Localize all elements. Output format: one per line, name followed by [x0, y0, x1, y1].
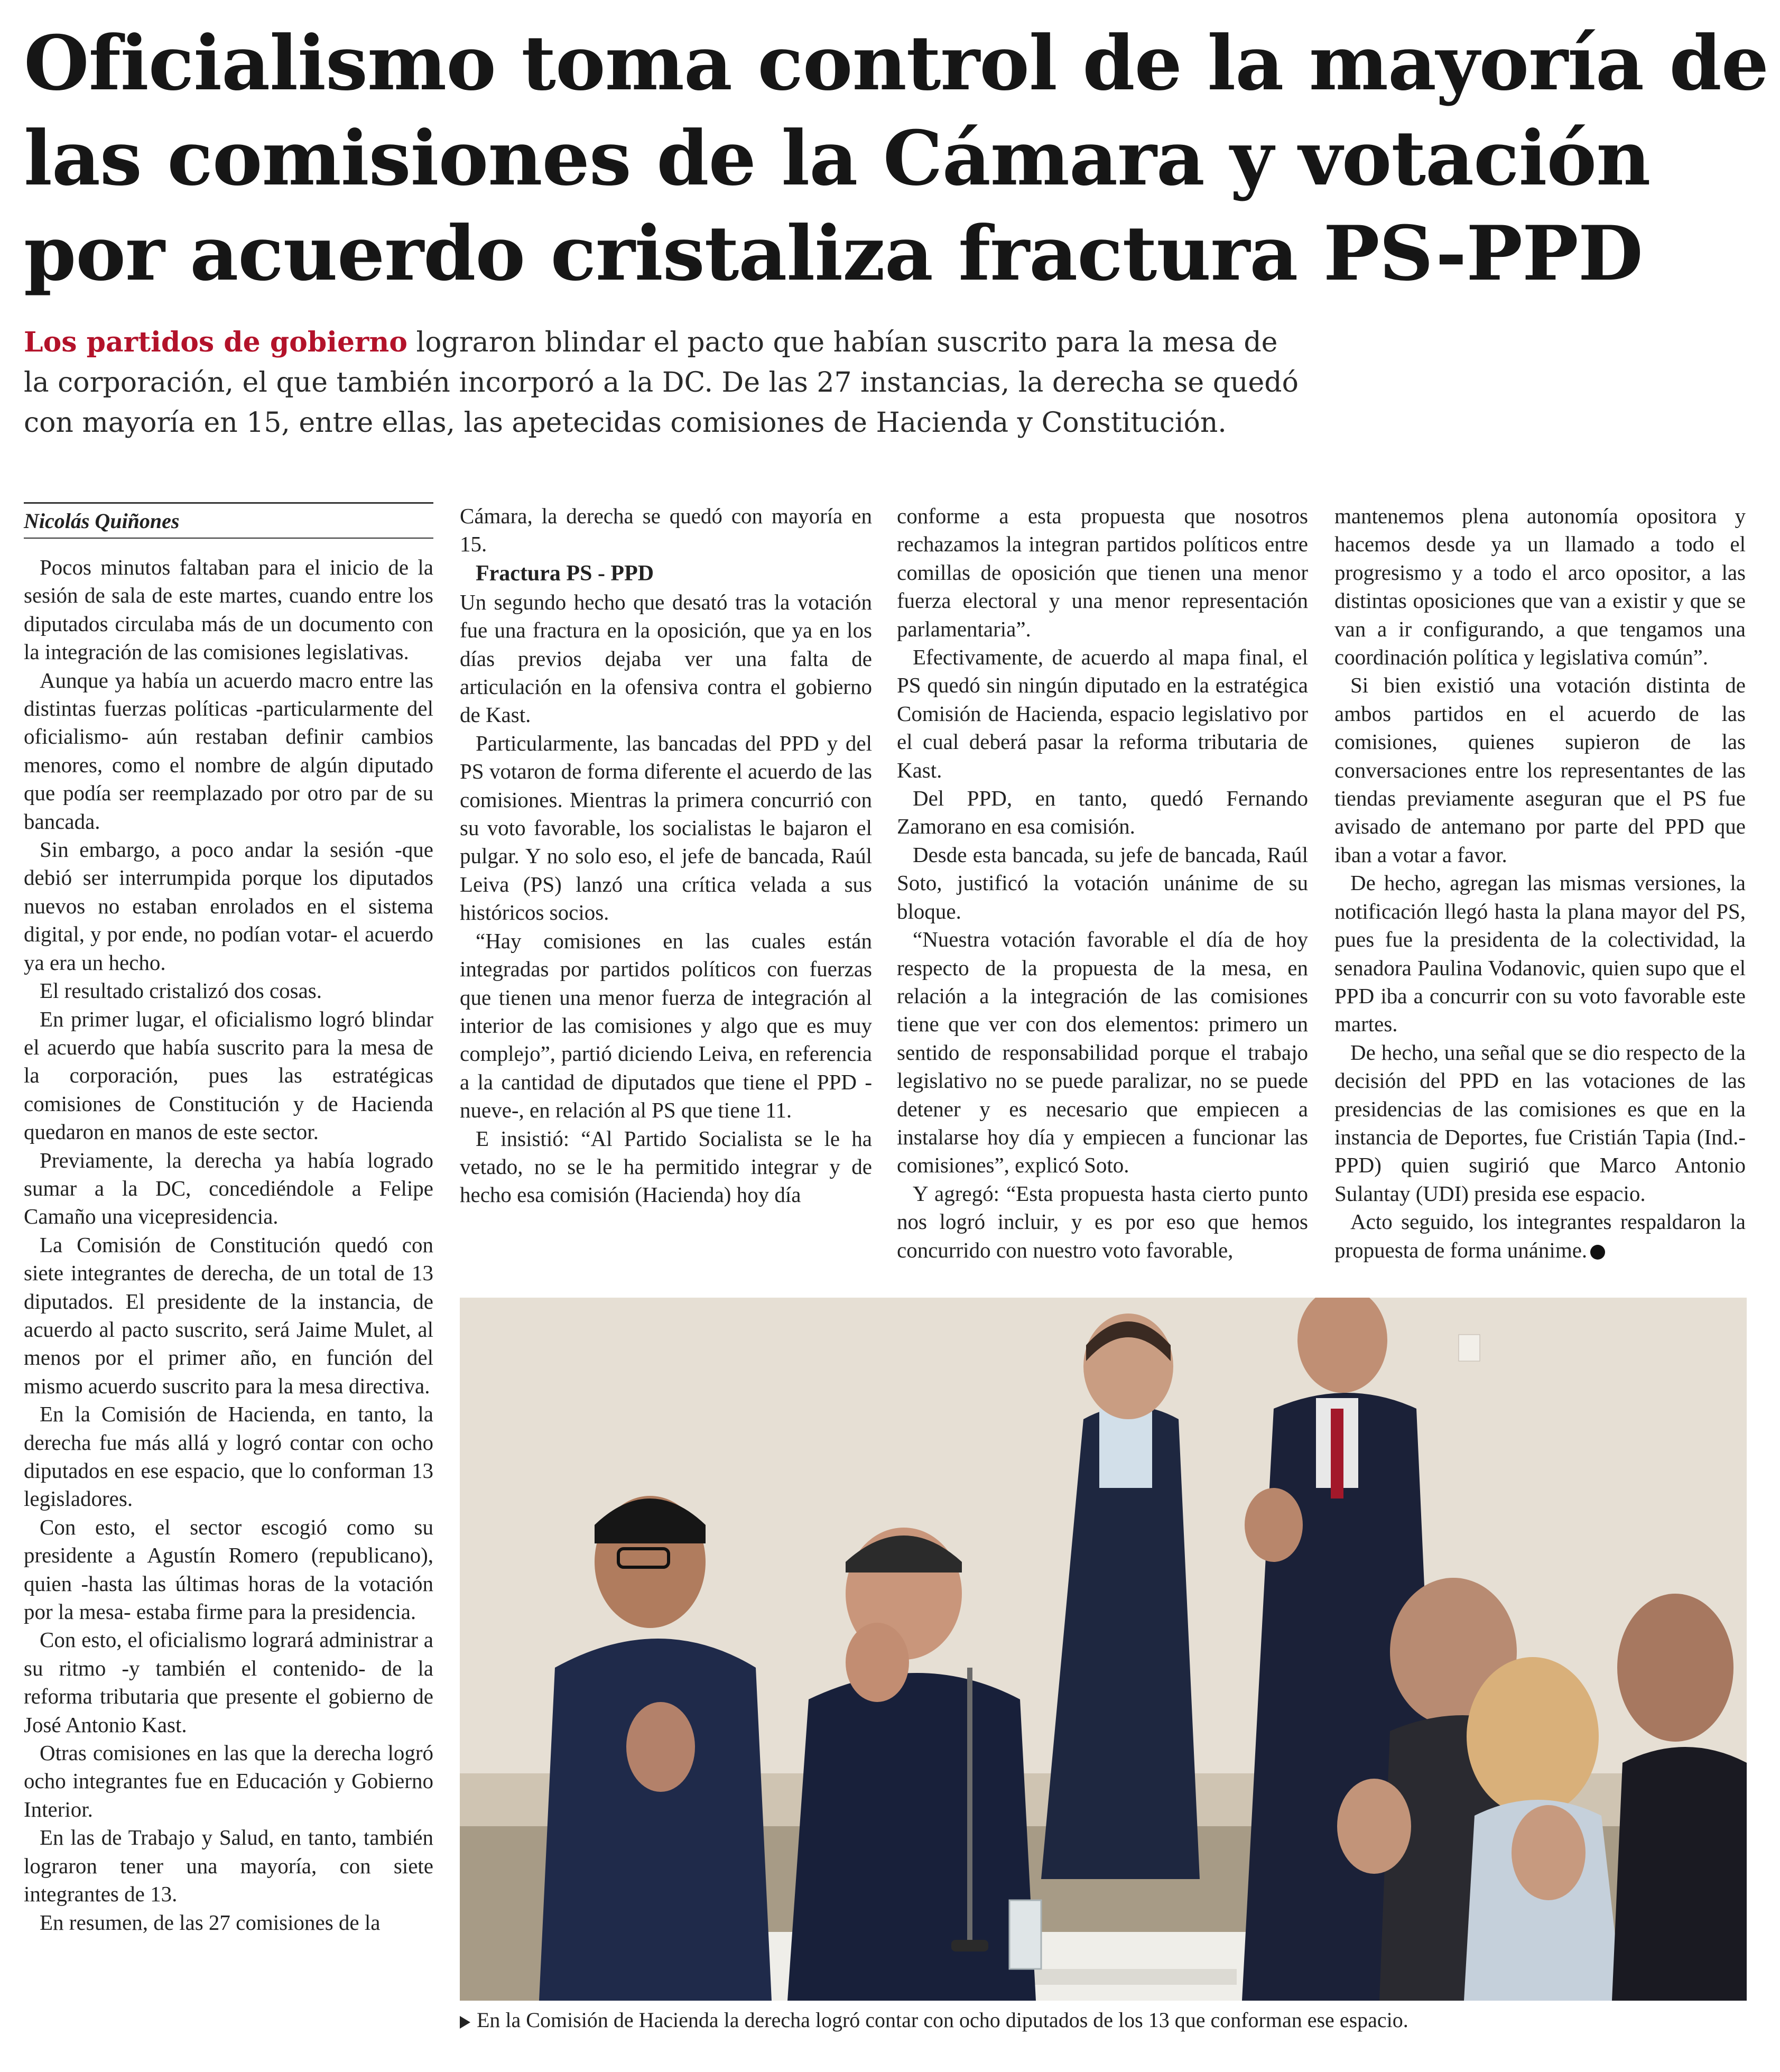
paragraph: Efectivamente, de acuerdo al mapa final, el PS quedó sin ningún diputado en la estratégica Comisión de Hacienda, espacio legislativo por el cual deberá pasar la reforma tributaria de Kast. — [897, 645, 1308, 782]
paragraph-continued: conforme a esta propuesta que nosotros rechazamos la integran partidos políticos entre comillas de oposición que tienen una menor fuerza electoral y una menor representación parlamentaria”. — [897, 504, 1308, 641]
paragraph: Previamente, la derecha ya había logrado sumar a la DC, concediéndole a Felipe Camaño una vicepresidencia. — [24, 1148, 433, 1229]
lede-line-2: la corporación, el que también incorporó a la DC. De las 27 instancias, la derecha se quedó — [24, 367, 1299, 399]
news-photo — [460, 1298, 1747, 2001]
column-3 — [897, 502, 1308, 1264]
column-4 — [1334, 502, 1746, 1264]
column-2 — [460, 502, 872, 1209]
paragraph: La Comisión de Constitución quedó con siete integrantes de derecha, de un total de 13 diputados. El presidente de la instancia, de acuerdo al pacto suscrito, será Jaime Mulet, al menos por el primer año, en función del mismo acuerdo suscrito para la mesa directiva. — [24, 1232, 433, 1398]
paragraph: Con esto, el oficialismo logrará administrar a su ritmo -y también el contenido- de la reforma tributaria que presente el gobierno de José Antonio Kast. — [24, 1627, 433, 1737]
end-mark-icon — [1590, 1245, 1605, 1260]
byline: Nicolás Quiñones — [24, 502, 433, 539]
lede-line-1-rest: lograron blindar el pacto que habían suscrito para la mesa de — [407, 327, 1278, 358]
paragraph: Particularmente, las bancadas del PPD y del PS votaron de forma diferente el acuerdo de las comisiones. Mientras la primera concurrió con su voto favorable, los socialistas le bajaron el pulgar. Y no solo eso, el jefe de bancada, Raúl Leiva (PS) lanzó una crítica velada a sus históricos socios. — [460, 730, 872, 925]
paragraph: Desde esta bancada, su jefe de bancada, Raúl Soto, justificó la votación unánime de su bloque. — [897, 842, 1308, 923]
paragraph: En resumen, de las 27 comisiones de la — [40, 1910, 381, 1935]
photo-illustration — [460, 1298, 1747, 2001]
paragraph-continued: mantenemos plena autonomía opositora y hacemos desde ya un llamado a todo el progresismo y a todo el arco opositor, a las distintas oposiciones que van a existir y que se van a ir configurando, a que tengamos una coordinación política y legislativa común”. — [1334, 504, 1746, 670]
paragraph: Un segundo hecho que desató tras la votación fue una fractura en la oposición, que ya en los días previos dejaba ver una falta de articulación en la ofensiva contra el gobierno de Kast. — [460, 589, 872, 727]
paragraph: Aunque ya había un acuerdo macro entre las distintas fuerzas políticas -particularmente del oficialismo- aún restaban definir cambios menores, como el nombre de algún diputado que podía ser reemplazado por otro par de su bancada. — [24, 668, 433, 834]
paragraph: “Hay comisiones en las cuales están integradas por partidos políticos con fuerzas que tienen una menor fuerza de integración al interior de las comisiones y algo que es muy complejo”, partió diciendo Leiva, en referencia a la cantidad de diputados que tiene el PPD -nueve-, en relación al PS que tiene 11. — [460, 928, 872, 1123]
paragraph: El resultado cristalizó dos cosas. — [40, 978, 322, 1003]
headline-line-3: por acuerdo cristaliza fractura PS-PPD — [24, 210, 1643, 298]
photo-caption — [460, 2007, 1747, 2033]
paragraph: Otras comisiones en las que la derecha logró ocho integrantes fue en Educación y Gobierno Interior. — [24, 1741, 433, 1821]
headline — [24, 16, 1768, 301]
lede-highlight: Los partidos de gobierno — [24, 326, 407, 358]
caption-arrow-icon — [460, 2016, 470, 2029]
paragraph: De hecho, agregan las mismas versiones, la notificación llegó hasta la plana mayor del PS, pues fue la presidenta de la colectividad, la senadora Paulina Vodanovic, quien supo que el PPD iba a concurrir con su voto favorable este martes. — [1334, 871, 1746, 1037]
paragraph: Y agregó: “Esta propuesta hasta cierto punto nos logró incluir, y es por eso que hemos concurrido con nuestro voto favorable, — [897, 1181, 1308, 1262]
column-1 — [24, 502, 433, 1937]
paragraph: Si bien existió una votación distinta de ambos partidos en el acuerdo de las comisiones, quienes supieron de las conversaciones entre los representantes de las tiendas previamente aseguran que el PS fue avisado de antemano por parte del PPD que iban a votar a favor. — [1334, 673, 1746, 867]
paragraph: De hecho, una señal que se dio respecto de la decisión del PPD en las votaciones de las presidencias de las comisiones es que en la instancia de Deportes, fue Cristián Tapia (Ind.-PPD) quien sugirió que Marco Antonio Sulantay (UDI) presida ese espacio. — [1334, 1040, 1746, 1206]
paragraph: E insistió: “Al Partido Socialista se le ha vetado, no se le ha permitido integrar y de hecho esa comisión (Hacienda) hoy día — [460, 1126, 872, 1207]
headline-line-2: las comisiones de la Cámara y votación — [24, 115, 1651, 202]
paragraph: “Nuestra votación favorable el día de hoy respecto de la propuesta de la mesa, en relación a la integración de las comisiones tiene que ver con dos elementos: primero un sentido de responsabilidad porque el trabajo legislativo no se puede paralizar, no se puede detener y es necesario que empiecen a instalarse hoy día y empiecen a funcionar las comisiones”, explicó Soto. — [897, 927, 1308, 1178]
paragraph: En la Comisión de Hacienda, en tanto, la derecha fue más allá y logró contar con ocho diputados en ese espacio, que lo conforman 13 legisladores. — [24, 1402, 433, 1511]
paragraph: En primer lugar, el oficialismo logró blindar el acuerdo que había suscrito para la mesa de la corporación, pues las estratégicas comisiones de Constitución y de Hacienda quedaron en manos de este sector. — [24, 1006, 433, 1144]
paragraph: Con esto, el sector escogió como su presidente a Agustín Romero (republicano), quien -hasta las últimas horas de la votación por la mesa- estaba firme para la presidencia. — [24, 1514, 433, 1624]
paragraph: En las de Trabajo y Salud, en tanto, también lograron tener una mayoría, con siete integrantes de 13. — [24, 1825, 433, 1907]
lede — [24, 322, 1299, 443]
paragraph: Pocos minutos faltaban para el inicio de la sesión de sala de este martes, cuando entre los diputados circulaba más de un documento con la integración de las comisiones legislativas. — [24, 555, 433, 664]
paragraph: Sin embargo, a poco andar la sesión -que debió ser interrumpida porque los diputados nuevos no estaban enrolados en el sistema digital, y por ende, no podían votar- el acuerdo ya era un hecho. — [24, 837, 433, 975]
paragraph-last — [1334, 1208, 1746, 1264]
paragraph-last-text: Acto seguido, los integrantes respaldaron la propuesta de forma unánime. — [1334, 1209, 1746, 1262]
paragraph: Del PPD, en tanto, quedó Fernando Zamorano en esa comisión. — [897, 786, 1308, 839]
headline-line-1: Oficialismo toma control de la mayoría de — [24, 20, 1769, 107]
lede-line-3: con mayoría en 15, entre ellas, las apetecidas comisiones de Hacienda y Constitución. — [24, 407, 1227, 439]
lede-line-1 — [24, 322, 1292, 363]
subheading: Fractura PS - PPD — [476, 561, 654, 586]
caption-text: En la Comisión de Hacienda la derecha logró contar con ocho diputados de los 13 que conforman ese espacio. — [477, 2008, 1408, 2032]
paragraph-continued: Cámara, la derecha se quedó con mayoría en 15. — [460, 504, 872, 557]
